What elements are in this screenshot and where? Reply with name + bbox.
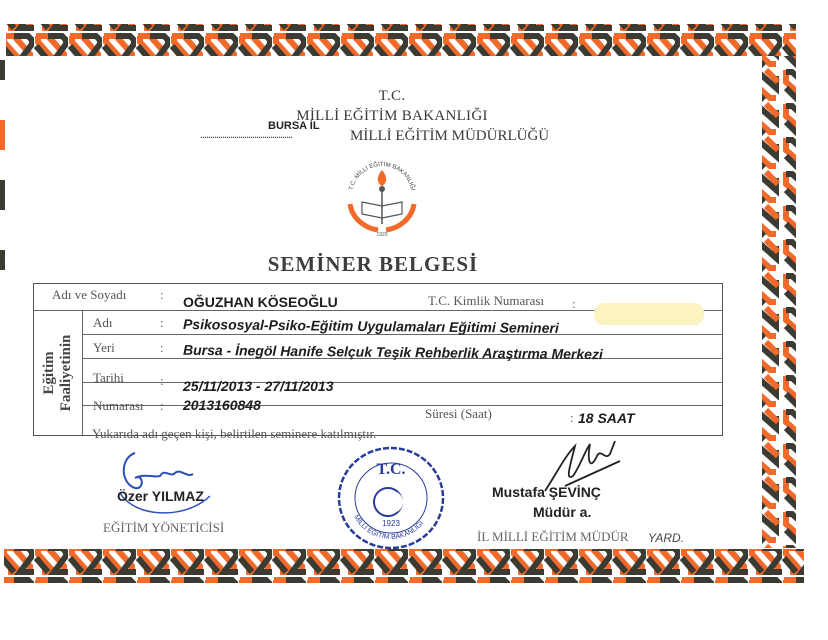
number-value: 2013160848 — [183, 397, 261, 413]
right-signer-role: Müdür a. — [533, 504, 592, 520]
left-signature — [115, 448, 215, 523]
duration-label: Süresi (Saat) — [425, 406, 492, 421]
number-label: Numarası — [93, 398, 144, 413]
province-fill: BURSA İL — [268, 120, 320, 132]
name-label: Adı ve Soyadı — [52, 287, 127, 302]
name-value: OĞUZHAN KÖSEOĞLU — [183, 294, 338, 310]
logo-ring-text: T.C. MİLLİ EĞİTİM BAKANLIĞI — [348, 161, 416, 192]
left-signer-title: EĞİTİM YÖNETİCİSİ — [103, 520, 225, 535]
header-tc: T.C. — [378, 88, 406, 104]
section-label-line1: Eğitim — [41, 351, 57, 395]
activity-name-label: Adı — [93, 315, 113, 330]
participation-statement: Yukarıda adı geçen kişi, belirtilen seminere katılmıştır. — [92, 426, 377, 441]
stamp-year: 1923 — [382, 519, 400, 528]
colon: : — [160, 340, 164, 355]
section-label — [36, 311, 80, 435]
colon: : — [160, 373, 164, 388]
colon: : — [160, 287, 164, 302]
page-title: SEMİNER BELGESİ — [267, 252, 479, 276]
right-signer-title: İL MİLLİ EĞİTİM MÜDÜR — [477, 529, 629, 544]
date-value: 25/11/2013 - 27/11/2013 — [183, 378, 334, 394]
header-ministry: MİLLİ EĞİTİM BAKANLIĞI — [296, 108, 488, 124]
colon: : — [572, 296, 576, 311]
left-signer-name: Özer YILMAZ — [117, 488, 204, 504]
stamp-center-text: T.C. — [376, 461, 406, 478]
header-dots: .............................................. — [200, 127, 292, 141]
location-label: Yeri — [93, 340, 115, 355]
header-directorate: MİLLİ EĞİTİM MÜDÜRLÜĞÜ — [350, 128, 550, 144]
duration-value: 18 SAAT — [578, 410, 635, 426]
colon: : — [160, 315, 164, 330]
right-signer-name: Mustafa ŞEVİNÇ — [492, 484, 601, 500]
location-value: Bursa - İnegöl Hanife Selçuk Teşik Rehberlik Araştırma Merkezi — [182, 341, 603, 363]
logo-year: 1920 — [376, 232, 388, 238]
tc-id-label: T.C. Kimlik Numarası — [428, 293, 545, 308]
stamp-ring-text: MİLLİ EĞİTİM BAKANLIĞI — [352, 514, 426, 541]
activity-name-value: Psikososyal-Psiko-Eğitim Uygulamaları Eğitimi Semineri — [182, 316, 559, 336]
date-label: Tarihi — [93, 370, 124, 385]
colon: : — [570, 410, 574, 425]
ministry-logo — [340, 152, 424, 238]
section-label-line2: Faaliyetinin — [58, 334, 74, 412]
tc-id-redacted — [594, 303, 704, 325]
official-stamp — [336, 446, 446, 550]
right-signer-title-handwritten: YARD. — [648, 531, 685, 545]
colon: : — [160, 398, 164, 413]
